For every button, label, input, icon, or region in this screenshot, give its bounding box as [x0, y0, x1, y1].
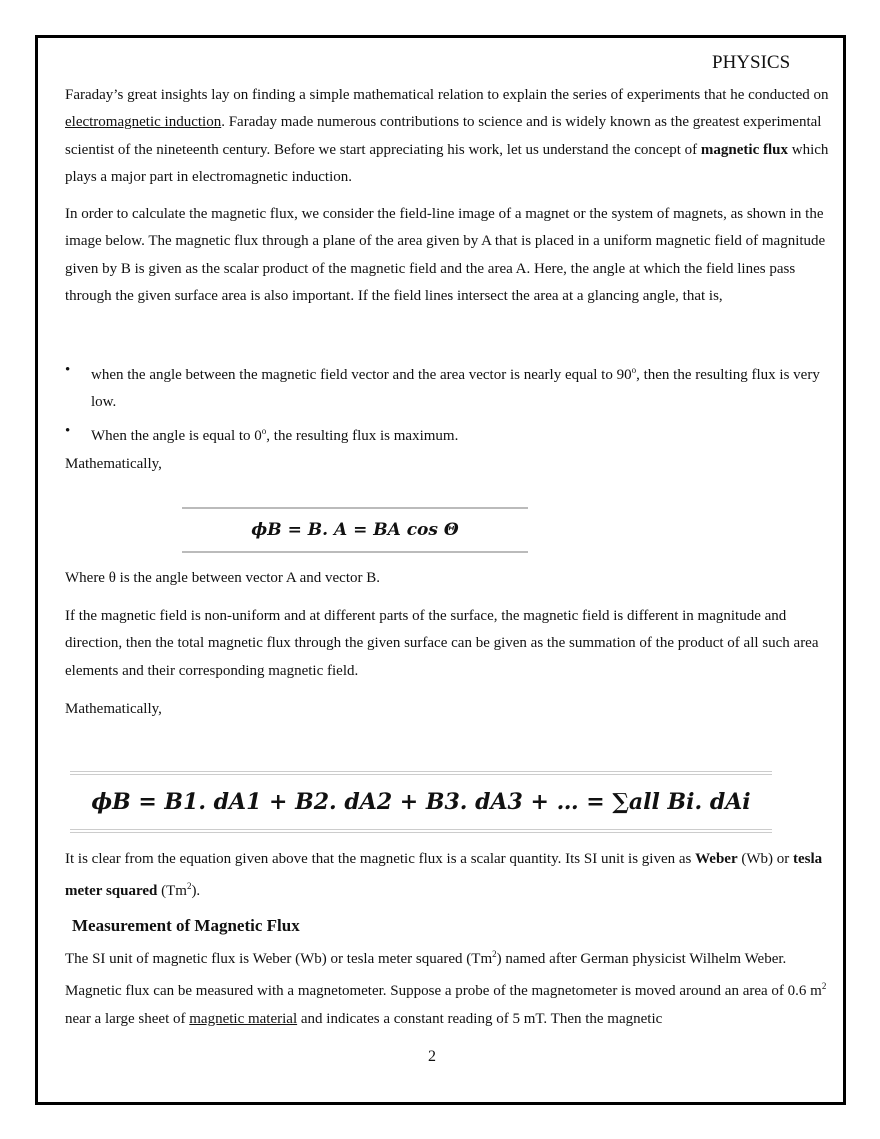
superscript: 2 — [186, 881, 192, 892]
bold-term: tesla meter squared — [65, 851, 823, 900]
equation-summation: ϕB = B1. dA1 + B2. dA2 + B3. dA3 + … = ∑all Bi. dAi — [70, 771, 772, 833]
text: ). — [191, 883, 201, 900]
bold-term: magnetic flux — [700, 141, 788, 158]
running-header: PHYSICS — [712, 52, 791, 73]
paragraph-flux: In order to calculate the magnetic flux, we consider the field-line image of a magnet or the system of magnets, as shown in the image below. The magnetic flux through a plane of the area given by A that is placed in a uniform magnetic field of magnitude given by B is given as the scalar product of the magnetic field and the area A. Here, the angle at which the field lines pass through the given surface area is also important. If the field lines intersect the area at a glancing angle, that is, — [65, 206, 826, 305]
text: ) named after German physicist Wilhelm Weber. Magnetic flux can be measured with a magnetometer. Suppose a probe of the magnetometer is moved around an area of 0.6 m — [65, 951, 822, 1000]
text: which plays a major part in electromagnetic induction. — [65, 141, 829, 186]
text: (Tm — [157, 883, 187, 900]
link-magnetic-material[interactable]: magnetic material — [189, 1010, 298, 1027]
paragraph-scalar — [65, 846, 833, 906]
superscript: 2 — [821, 981, 827, 992]
text: and indicates a constant reading of 5 mT. Then the magnetic — [297, 1010, 663, 1027]
text: The SI unit of magnetic flux is Weber (Wb) or tesla meter squared (Tm — [65, 951, 493, 967]
text: Faraday’s great insights lay on finding a simple mathematical relation to explain the series of experiments that he conducted on — [65, 87, 829, 103]
paragraph-nonuniform: If the magnetic field is non-uniform and at different parts of the surface, the magnetic field is different in magnitude and direction, then the total magnetic flux through the given surface can be given as the summation of the product of all such area elements and their corresponding magnetic field. — [65, 608, 819, 679]
where-text: Where θ is the angle between vector A and vector B. — [65, 570, 380, 586]
superscript: 2 — [492, 949, 497, 959]
superscript: o — [261, 426, 267, 436]
text: near a large sheet of — [65, 1010, 190, 1027]
bullet-item — [65, 357, 833, 417]
text: , then the resulting flux is very low. — [91, 367, 820, 411]
text: , the resulting flux is maximum. — [266, 428, 459, 444]
page-number: 2 — [428, 1048, 436, 1065]
bullet-icon: • — [65, 362, 71, 378]
text: when the angle between the magnetic field vector and the area vector is nearly equal to 90 — [91, 367, 632, 383]
equation-flux: ϕB = B. A = BA cos Θ — [182, 507, 528, 553]
bullet-icon: • — [65, 423, 71, 439]
paragraph-intro — [65, 82, 833, 192]
section-heading: Measurement of Magnetic Flux — [72, 916, 300, 935]
paragraph-measurement — [65, 941, 833, 1033]
link-electromagnetic-induction[interactable]: electromagnetic induction — [65, 114, 222, 131]
mathematically-label: Mathematically, — [65, 456, 162, 472]
mathematically-label: Mathematically, — [65, 701, 162, 717]
text: (Wb) or — [737, 851, 794, 867]
text: . Faraday made numerous contributions to science and is widely known as the greatest experimental scientist of the nineteenth century. Before we start appreciating his work, let us understand the concept of — [65, 114, 822, 158]
superscript: o — [631, 365, 637, 375]
text: It is clear from the equation given above that the magnetic flux is a scalar quantity. Its SI unit is given as — [65, 851, 696, 867]
bold-term: Weber — [695, 851, 738, 867]
bullet-item — [65, 418, 833, 450]
text: When the angle is equal to 0 — [91, 428, 262, 444]
